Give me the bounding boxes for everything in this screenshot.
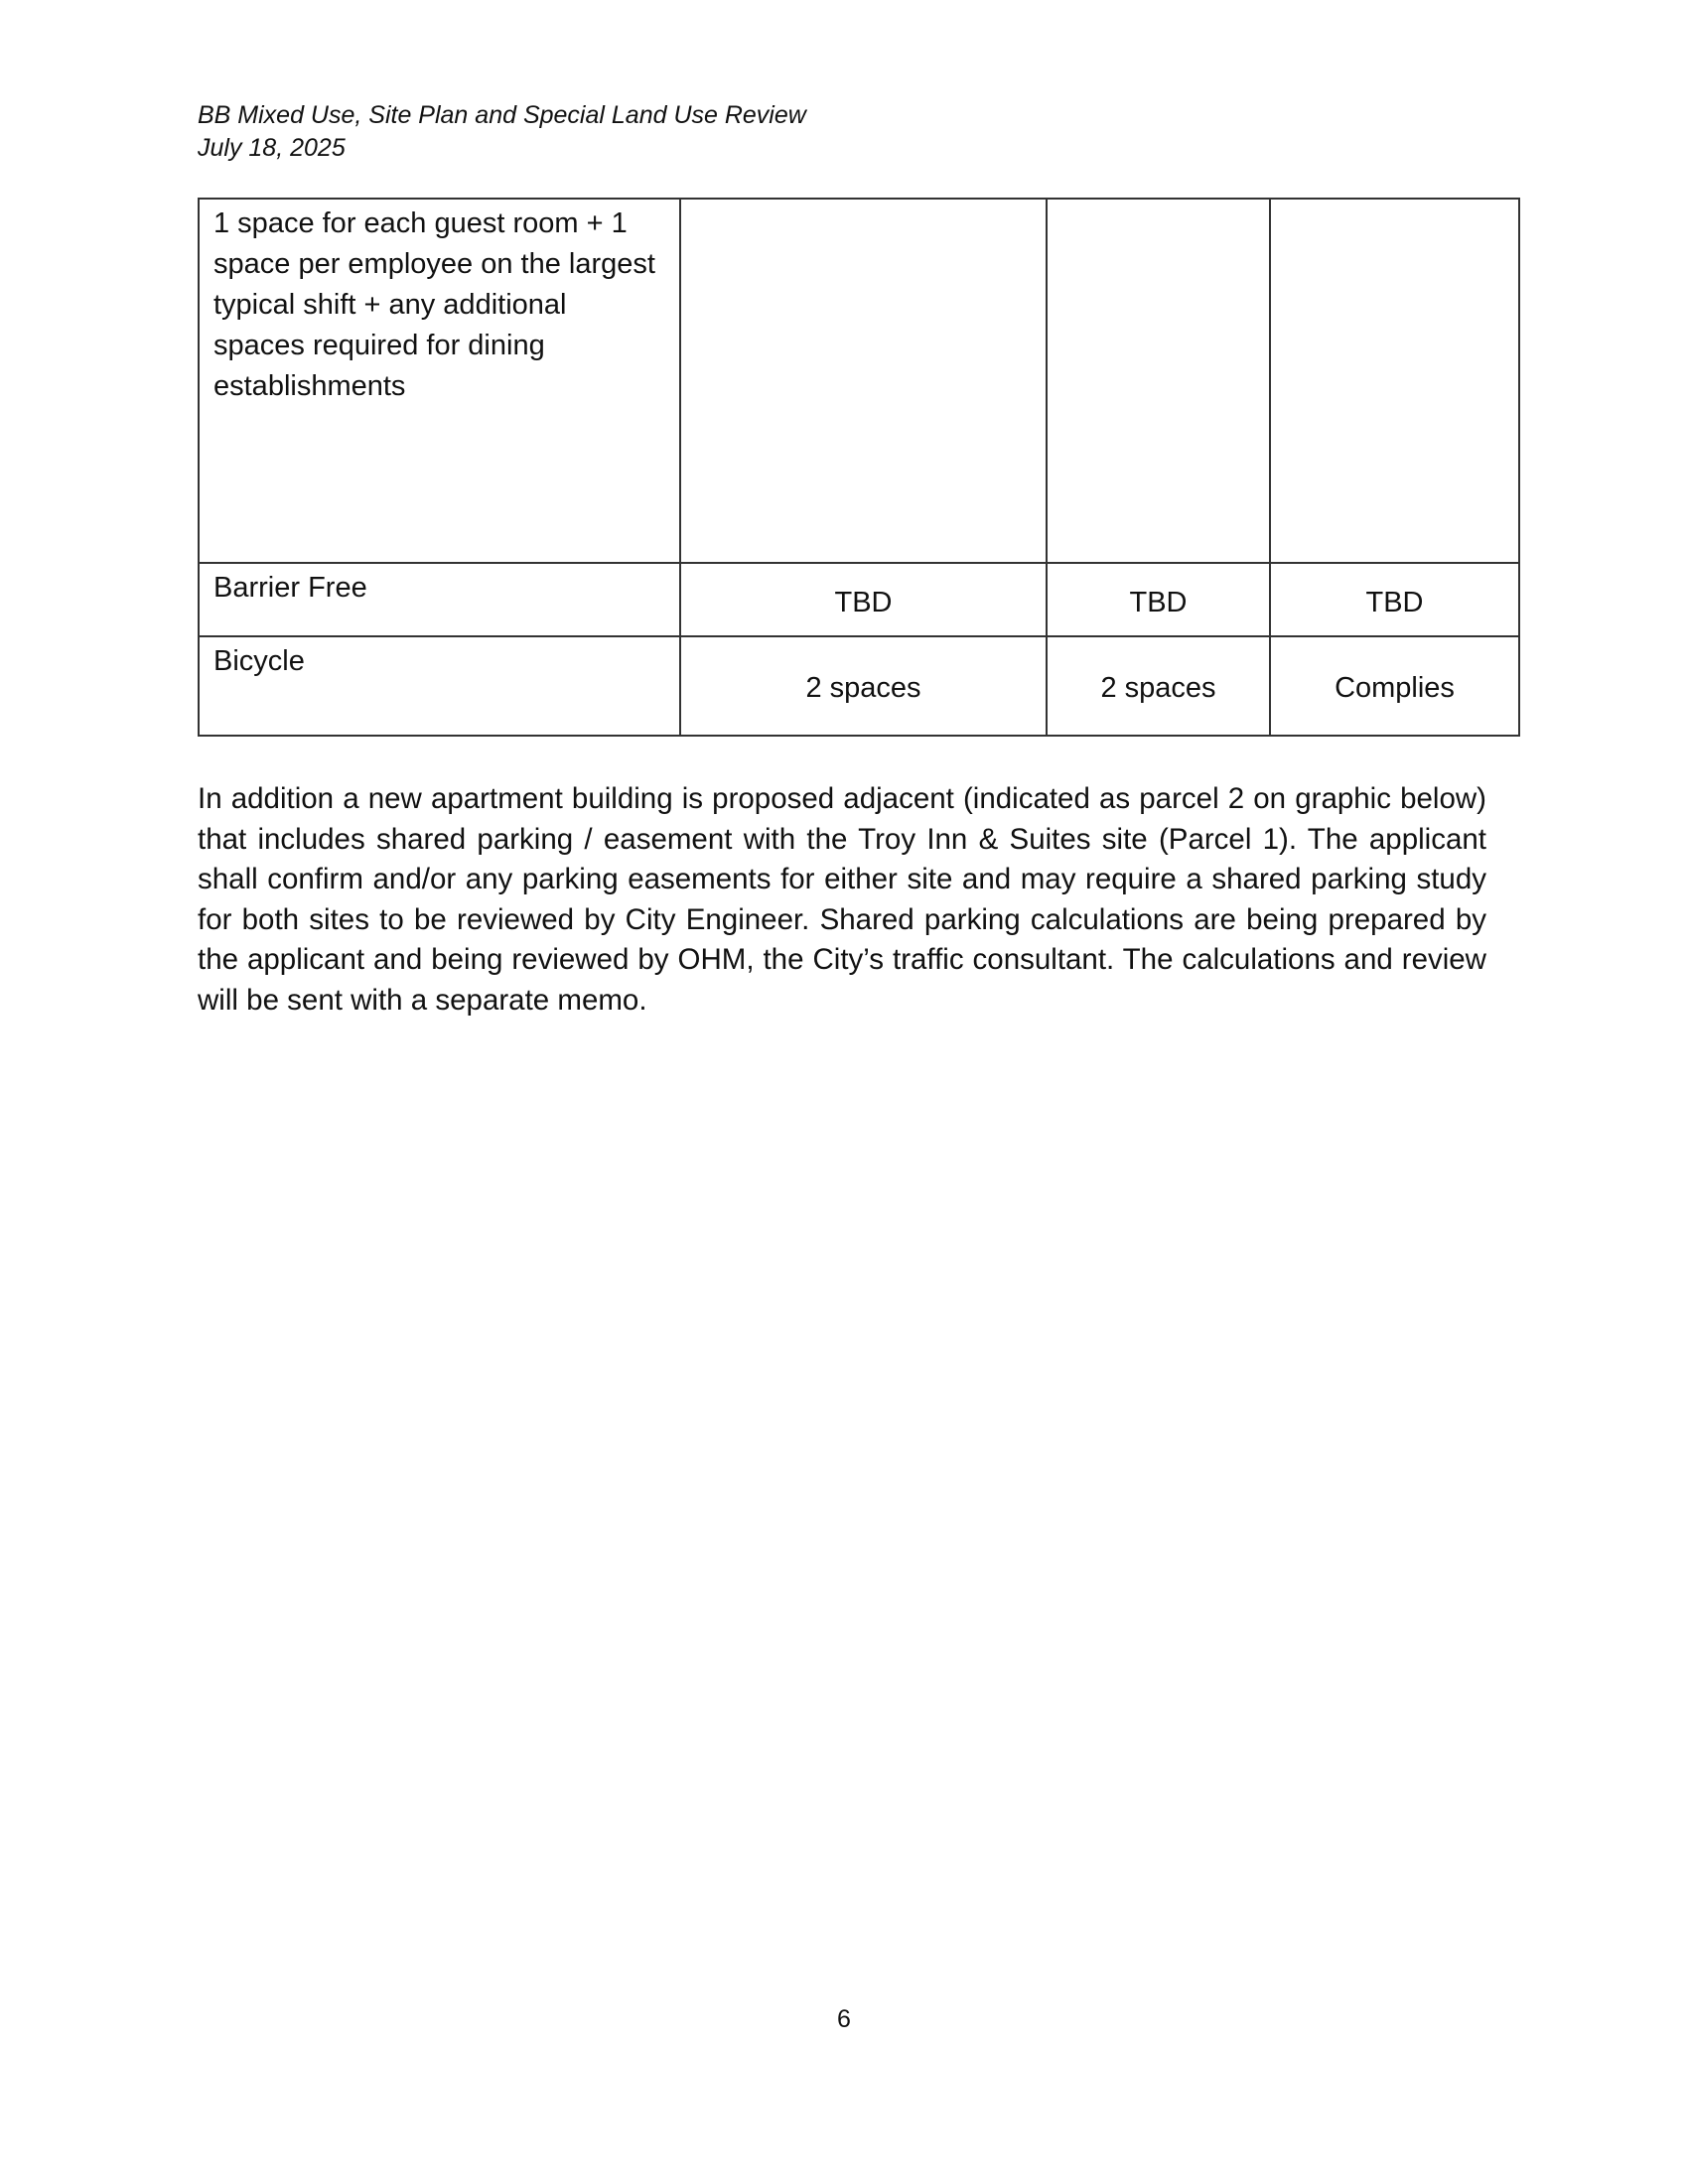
value-cell: 2 spaces [1047, 636, 1270, 736]
body-paragraph: In addition a new apartment building is proposed adjacent (indicated as parcel 2 on graphic below) that includes shared parking / easement with the Troy Inn & Suites site (Parcel 1). The applicant shall confirm and/or any parking easements for either site and may require a shared parking study for both sites to be reviewed by City Engineer. Shared parking calculations are being prepared by the applicant and being reviewed by OHM, the City’s traffic consultant. The calculations and review will be sent with a separate memo. [198, 782, 1486, 1017]
document-header [198, 99, 806, 165]
table-row [199, 199, 1519, 563]
parking-requirements-table [198, 198, 1520, 737]
value-cell: TBD [680, 563, 1047, 636]
value-cell [1047, 199, 1270, 563]
table-row [199, 636, 1519, 736]
requirement-label-cell: 1 space for each guest room + 1 space per employee on the largest typical shift + any additional spaces required for dining establishments [199, 199, 680, 563]
value-cell: TBD [1270, 563, 1519, 636]
value-cell: TBD [1047, 563, 1270, 636]
table-row [199, 563, 1519, 636]
requirement-label-cell: Barrier Free [199, 563, 680, 636]
document-title: BB Mixed Use, Site Plan and Special Land Use Review [198, 101, 806, 129]
value-cell [1270, 199, 1519, 563]
value-cell: Complies [1270, 636, 1519, 736]
page-number: 6 [837, 2005, 851, 2033]
requirement-label-cell: Bicycle [199, 636, 680, 736]
value-cell: 2 spaces [680, 636, 1047, 736]
document-date: July 18, 2025 [198, 134, 346, 162]
value-cell [680, 199, 1047, 563]
